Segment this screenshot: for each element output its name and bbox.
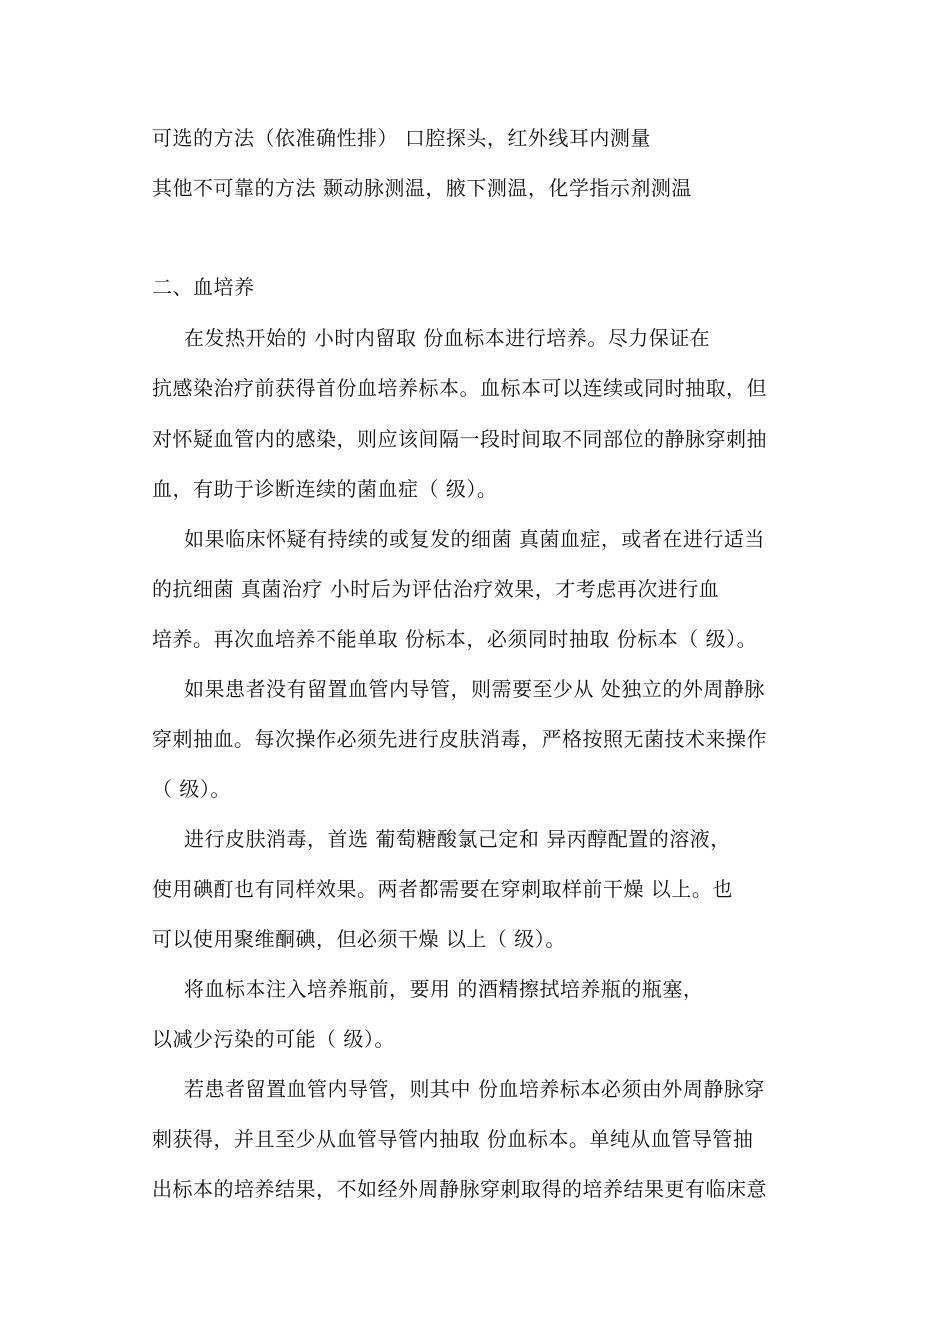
text-line-17: 将血标本注入培养瓶前，要用 的酒精擦拭培养瓶的瓶塞， xyxy=(184,977,704,1001)
text-line-18: 以减少污染的可能（ 级）。 xyxy=(152,1027,395,1051)
text-line-5: 抗感染治疗前获得首份血培养标本。血标本可以连续或同时抽取，但 xyxy=(152,376,767,400)
text-line-4: 在发热开始的 小时内留取 份血标本进行培养。尽力保证在 xyxy=(184,326,711,350)
text-line-15: 使用碘酊也有同样效果。两者都需要在穿刺取样前干燥 以上。也 xyxy=(152,877,733,901)
section-heading: 二、血培养 xyxy=(152,275,255,299)
text-line-13: （ 级）。 xyxy=(152,777,231,801)
text-line-6: 对怀疑血管内的感染，则应该间隔一段时间取不同部位的静脉穿刺抽 xyxy=(152,427,767,451)
text-line-20: 刺获得，并且至少从血管导管内抽取 份血标本。单纯从血管导管抽 xyxy=(152,1127,754,1151)
text-line-8: 如果临床怀疑有持续的或复发的细菌 真菌血症，或者在进行适当 xyxy=(184,527,765,551)
text-line-19: 若患者留置血管内导管，则其中 份血培养标本必须由外周静脉穿 xyxy=(184,1077,765,1101)
text-line-7: 血，有助于诊断连续的菌血症（ 级）。 xyxy=(152,477,498,501)
text-line-11: 如果患者没有留置血管内导管，则需要至少从 处独立的外周静脉 xyxy=(184,677,765,701)
text-line-16: 可以使用聚维酮碘，但必须干燥 以上（ 级）。 xyxy=(152,927,566,951)
text-line-1: 可选的方法（依准确性排） 口腔探头，红外线耳内测量 xyxy=(152,126,651,150)
text-line-9: 的抗细菌 真菌治疗 小时后为评估治疗效果，才考虑再次进行血 xyxy=(152,577,720,601)
text-line-10: 培养。再次血培养不能单取 份标本，必须同时抽取 份标本（ 级）。 xyxy=(152,627,758,651)
text-line-12: 穿刺抽血。每次操作必须先进行皮肤消毒，严格按照无菌技术来操作 xyxy=(152,727,767,751)
text-line-2: 其他不可靠的方法 颞动脉测温，腋下测温，化学指示剂测温 xyxy=(152,176,692,200)
text-line-21: 出标本的培养结果，不如经外周静脉穿刺取得的培养结果更有临床意 xyxy=(152,1177,767,1201)
text-line-14: 进行皮肤消毒，首选 葡萄糖酸氯己定和 异丙醇配置的溶液， xyxy=(184,827,731,851)
